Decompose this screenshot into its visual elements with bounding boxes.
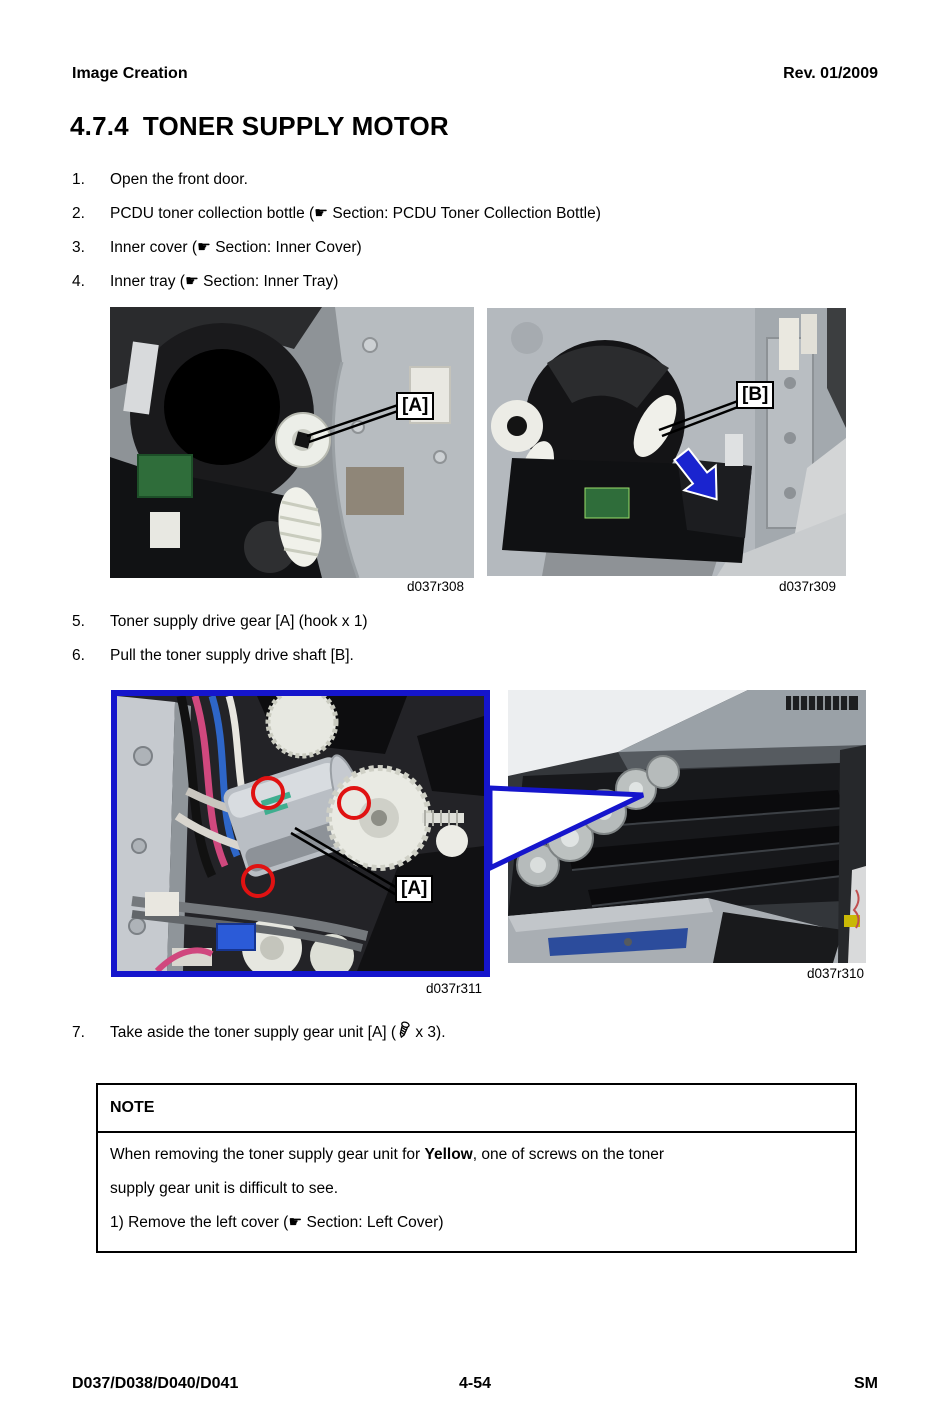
photo-d037r311 [111, 690, 490, 977]
step-2: 2. PCDU toner collection bottle (☛ Section: PCDU Toner Collection Bottle) [72, 205, 601, 222]
section-name: TONER SUPPLY MOTOR [142, 111, 449, 141]
step-4: 4. Inner tray (☛ Section: Inner Tray) [72, 273, 339, 290]
step-5: 5. Toner supply drive gear [A] (hook x 1) [72, 613, 368, 630]
footer-page-number: 4-54 [458, 1375, 492, 1392]
caption-d037r311: d037r311 [425, 981, 482, 996]
step-3: 3. Inner cover (☛ Section: Inner Cover) [72, 239, 362, 256]
footer-model-codes: D037/D038/D040/D041 [72, 1375, 239, 1392]
label-B-box-fig2: [B] [736, 381, 774, 409]
zoom-callout-triangle [478, 780, 658, 880]
note-box [96, 1083, 857, 1253]
caption-d037r309: d037r309 [778, 579, 836, 594]
screw-icon [397, 1021, 410, 1046]
step-7: 7. Take aside the toner supply gear unit [A] ( x 3). [72, 1021, 446, 1046]
caption-d037r310: d037r310 [806, 966, 864, 981]
note-bold-yellow: Yellow [424, 1146, 473, 1163]
caption-d037r308: d037r308 [406, 579, 464, 594]
note-body: When removing the toner supply gear unit for Yellow, one of screws on the toner supply gear unit is difficult to see. 1) Remove the left cover (☛ Section: Left Cover) [110, 1146, 665, 1231]
footer-manual-code: SM [854, 1375, 878, 1392]
photo-d037r311-art [117, 696, 484, 971]
photo-d037r308-art [110, 307, 474, 578]
label-A-box-fig3: [A] [395, 875, 433, 903]
photo-d037r309 [487, 308, 846, 576]
step-6: 6. Pull the toner supply drive shaft [B]. [72, 647, 354, 664]
section-number: 4.7.4 [70, 111, 129, 141]
photo-d037r309-art [487, 308, 846, 576]
header-section-title: Image Creation [72, 65, 188, 82]
page-title [70, 110, 449, 142]
step-1: 1. Open the front door. [72, 171, 248, 188]
note-heading: NOTE [98, 1085, 855, 1133]
label-A-box-fig1: [A] [396, 392, 434, 420]
photo-d037r308 [110, 307, 474, 578]
header-revision: Rev. 01/2009 [783, 65, 878, 82]
